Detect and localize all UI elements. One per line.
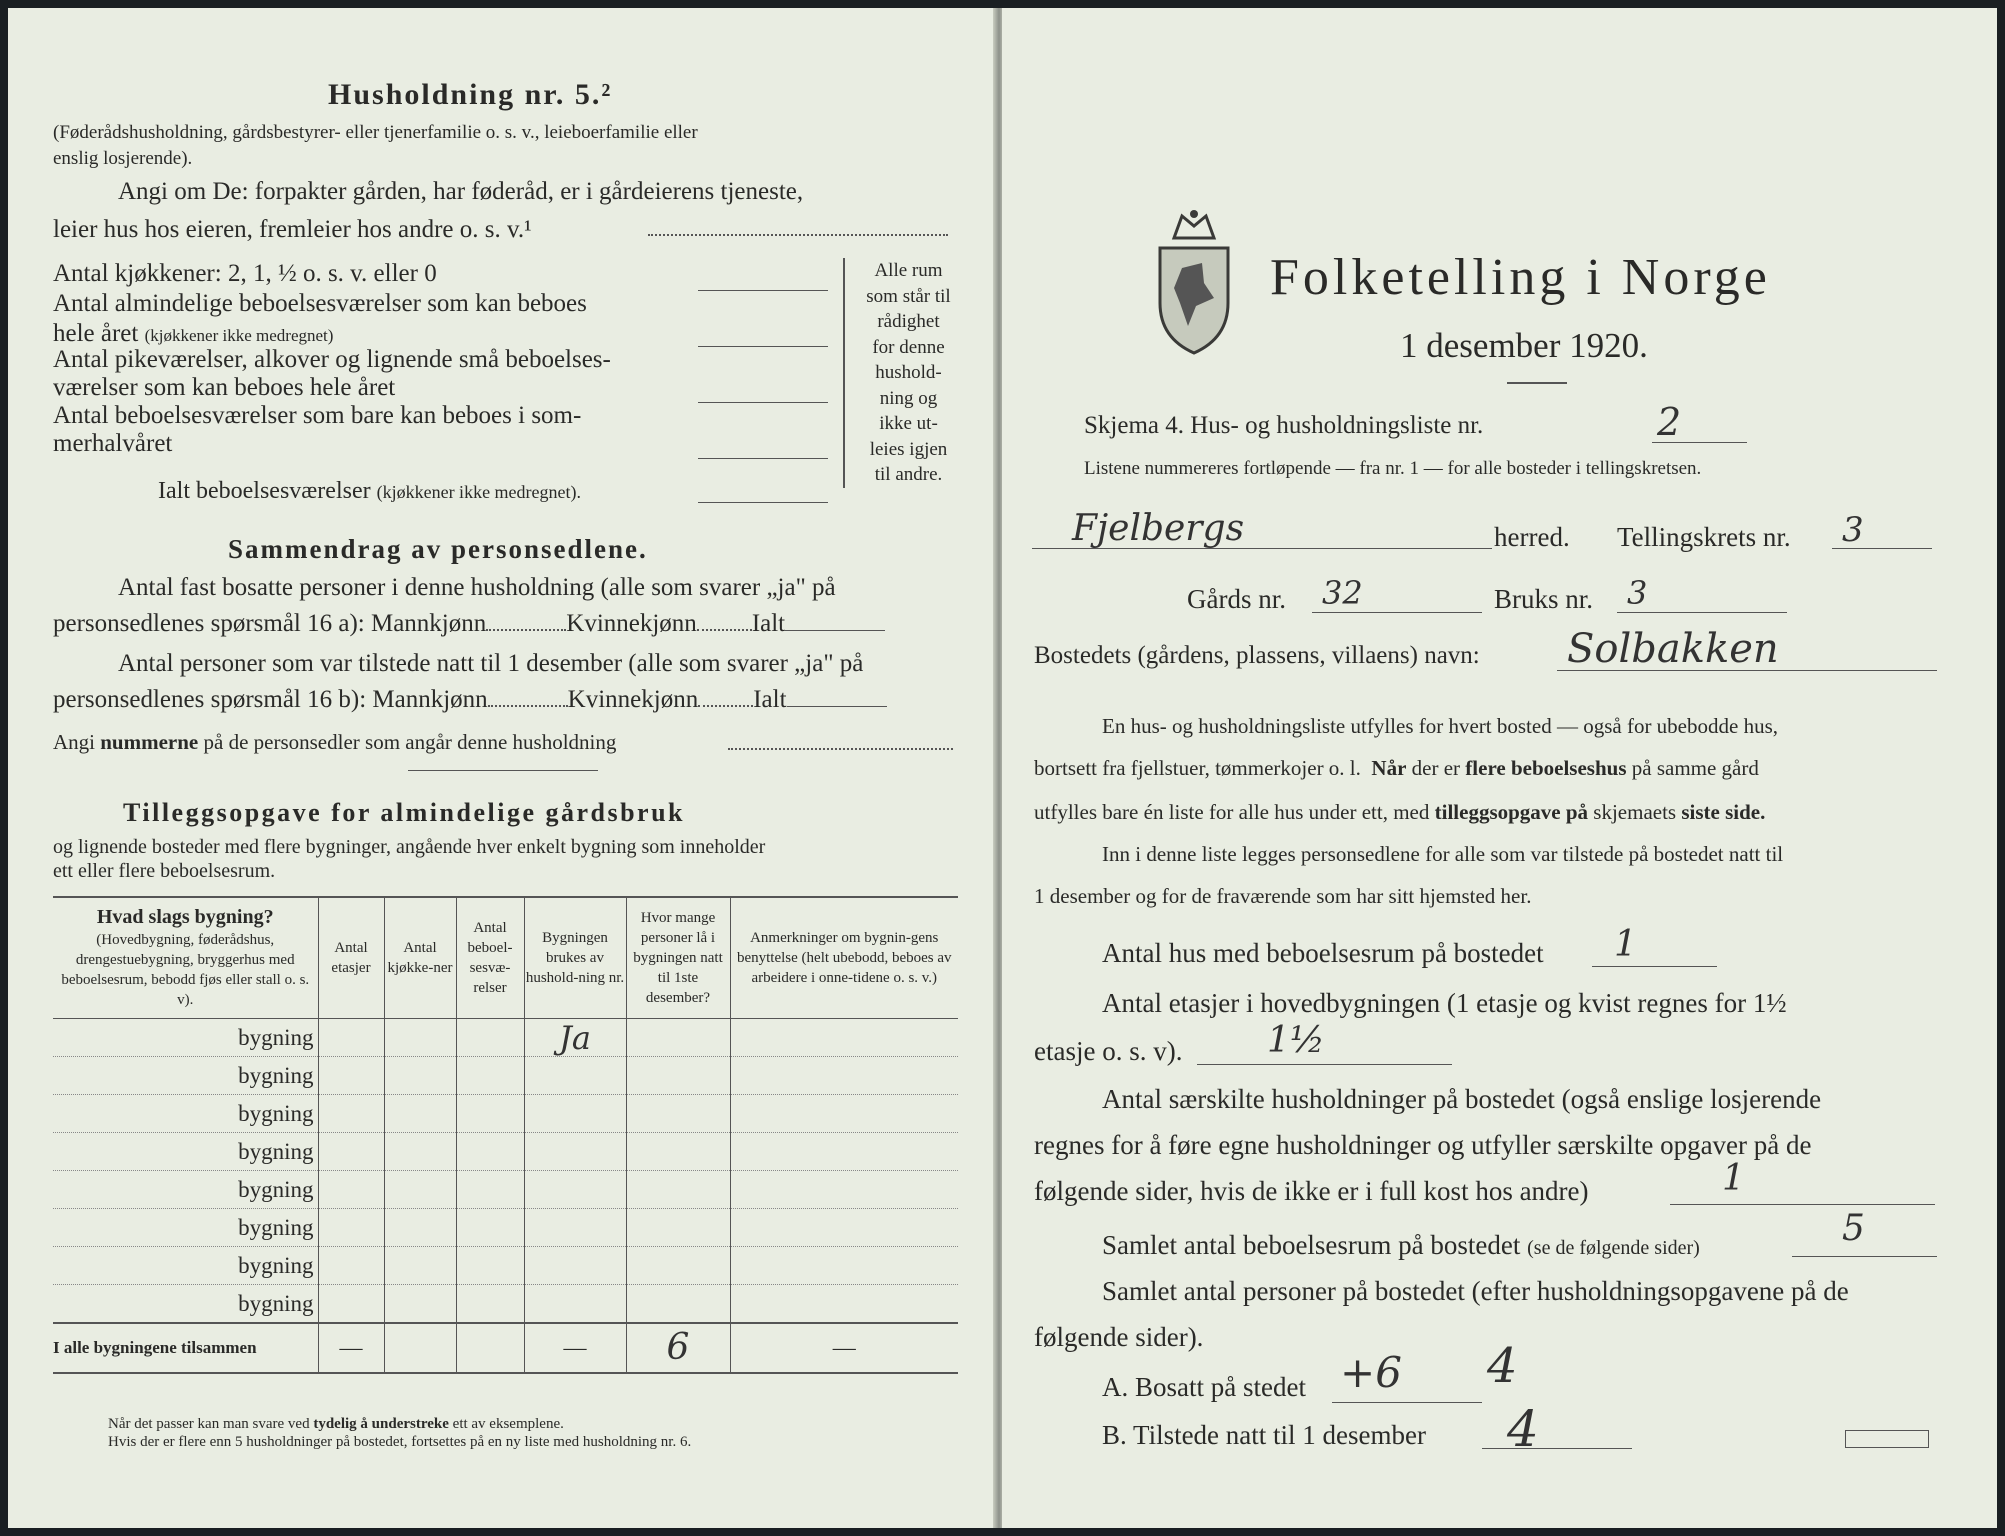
bruks-value: 3 — [1627, 574, 1648, 612]
qa-label: A. Bosatt på stedet — [1102, 1372, 1306, 1402]
q4-value: 5 — [1842, 1208, 1865, 1249]
alm-label-2: hele året (kjøkkener ikke medregnet) — [53, 320, 334, 347]
para1-line1: En hus- og husholdningsliste utfylles for hvert bosted — også for ubebodde hus, — [1102, 714, 1778, 738]
table-row: bygning — [53, 1171, 958, 1209]
q3-value: 1 — [1722, 1158, 1745, 1199]
table-row: bygning — [53, 1209, 958, 1247]
col-anmerkninger: Anmerkninger om bygnin-gens benyttelse (helt ubebodd, beboes av arbeidere i onne-tidene o. s. v.) — [730, 897, 958, 1019]
listene-note: Listene nummereres fortløpende — fra nr. 1 — for alle bosteder i tellingskretsen. — [1084, 458, 1702, 479]
census-date: 1 desember 1920. — [1400, 326, 1648, 365]
sammendrag-p1a: Antal fast bosatte personer i denne husholdning (alle som svarer „ja" på — [118, 574, 836, 601]
table-total-row: I alle bygningene tilsammen — — 6 — — [53, 1323, 958, 1373]
q4-label: Samlet antal beboelsesrum på bostedet (se de følgende sider) — [1102, 1230, 1700, 1260]
sammendrag-p2a: Antal personer som var tilstede natt til 1 desember (alle som svarer „ja" på — [118, 650, 864, 677]
tellingskrets-value: 3 — [1842, 510, 1864, 550]
bruks-label: Bruks nr. — [1494, 584, 1594, 614]
qa-value: +6 — [1340, 1348, 1402, 1397]
herred-label: herred. — [1494, 522, 1570, 552]
skjema-label: Skjema 4. Hus- og husholdningsliste nr. — [1084, 412, 1484, 439]
qb-value: 4 — [1507, 1400, 1539, 1458]
census-title: Folketelling i Norge — [1270, 249, 1771, 306]
building-table — [53, 896, 958, 1374]
angi-nummerne: Angi nummerne på de personsedler som angår denne husholdning — [53, 730, 617, 754]
sammendrag-title: Sammendrag av personsedlene. — [228, 534, 648, 564]
coat-of-arms-icon — [1152, 208, 1236, 358]
table-row: bygning — [53, 1247, 958, 1285]
herred-value: Fjelbergs — [1072, 508, 1245, 549]
table-row: bygning Ja — [53, 1019, 958, 1057]
para2-line1: Inn i denne liste legges personsedlene for alle som var tilstede på bostedet natt til — [1102, 842, 1784, 866]
q2-line1: Antal etasjer i hovedbygningen (1 etasje og kvist regnes for 1½ — [1102, 988, 1787, 1018]
household-intro-2: enslig losjerende). — [53, 148, 193, 169]
q2-line2: etasje o. s. v). — [1034, 1036, 1183, 1066]
pike-label-2: værelser som kan beboes hele året — [53, 374, 396, 401]
alm-label-1: Antal almindelige beboelsesværelser som kan beboes — [53, 290, 587, 317]
q3-line2: regnes for å føre egne husholdninger og utfyller særskilte opgaver på de — [1034, 1130, 1812, 1160]
bosted-value: Solbakken — [1567, 626, 1779, 672]
angi-line-2: leier hus hos eieren, fremleier hos andre o. s. v.¹ — [53, 216, 532, 243]
gards-label: Gårds nr. — [1187, 584, 1286, 614]
para2-line2: 1 desember og for de fraværende som har sitt hjemsted her. — [1034, 884, 1532, 908]
tellingskrets-label: Tellingskrets nr. — [1617, 522, 1791, 552]
para1-line3: utfylles bare én liste for alle hus under ett, med tilleggsopgave på skjemaets siste side. — [1034, 800, 1766, 824]
col-husholdning: Bygningen brukes av hushold-ning nr. — [524, 897, 626, 1019]
table-row: bygning — [53, 1133, 958, 1171]
q1-value: 1 — [1614, 924, 1637, 965]
table-row: bygning — [53, 1095, 958, 1133]
footnote-2: Hvis der er flere enn 5 husholdninger på bostedet, fortsettes på en ny liste med husholdning nr. 6. — [108, 1434, 692, 1450]
skjema-value: 2 — [1657, 400, 1682, 444]
col-beboelsesvaerelser: Antal beboel-sesvæ-relser — [456, 897, 524, 1019]
sammendrag-p2b: personsedlenes spørsmål 16 b): Mannkjønn Kvinnekjønn Ialt — [53, 686, 887, 714]
som-label-1: Antal beboelsesværelser som bare kan beboes i som- — [53, 402, 582, 429]
q2-value: 1½ — [1267, 1020, 1325, 1061]
col-personer: Hvor mange personer lå i bygningen natt til 1ste desember? — [626, 897, 730, 1019]
q1-label: Antal hus med beboelsesrum på bostedet — [1102, 938, 1544, 968]
q5-line1: Samlet antal personer på bostedet (efter husholdningsopgavene på de — [1102, 1276, 1849, 1306]
angi-line-1: Angi om De: forpakter gården, har føderåd, er i gårdeierens tjeneste, — [118, 178, 804, 205]
q3-line3: følgende sider, hvis de ikke er i full kost hos andre) — [1034, 1176, 1589, 1206]
pike-label-1: Antal pikeværelser, alkover og lignende små beboelses- — [53, 346, 611, 373]
col-etasjer: Antal etasjer — [318, 897, 384, 1019]
tillegg-title: Tilleggsopgave for almindelige gårdsbruk — [123, 798, 686, 827]
para1-line2: bortsett fra fjellstuer, tømmerkojer o. l. Når der er flere beboelseshus på samme gård — [1034, 756, 1759, 780]
gards-value: 32 — [1322, 574, 1363, 612]
bosted-label: Bostedets (gårdens, plassens, villaens) navn: — [1034, 642, 1480, 669]
right-page — [1002, 8, 1997, 1528]
tillegg-sub-2: ett eller flere beboelsesrum. — [53, 860, 276, 882]
col-kjokkener: Antal kjøkke-ner — [384, 897, 456, 1019]
printer-stamp — [1845, 1430, 1929, 1448]
som-label-2: merhalvåret — [53, 430, 173, 457]
household-intro-1: (Føderådshusholdning, gårdsbestyrer- eller tjenerfamilie o. s. v., leieboerfamilie eller — [53, 122, 698, 143]
qb-label: B. Tilstede natt til 1 desember — [1102, 1420, 1426, 1450]
side-note: Alle rum som står til rådighet for denne hushold- ning og ikke ut- leies igjen til andre. — [843, 258, 966, 488]
ialt-label: Ialt beboelsesværelser (kjøkkener ikke medregnet). — [158, 478, 582, 504]
kjokkener-label: Antal kjøkkener: 2, 1, ½ o. s. v. eller 0 — [53, 260, 437, 287]
left-page — [8, 8, 998, 1528]
sammendrag-p1b: personsedlenes spørsmål 16 a): Mannkjønn Kvinnekjønn Ialt — [53, 610, 885, 638]
qa-value-2: 4 — [1487, 1338, 1518, 1394]
footnote-1: Når det passer kan man svare ved tydelig å understreke ett av eksemplene. — [108, 1416, 564, 1432]
row1-household-value: Ja — [524, 1019, 626, 1057]
table-row: bygning — [53, 1285, 958, 1324]
tillegg-sub-1: og lignende bosteder med flere bygninger, angående hver enkelt bygning som inneholder — [53, 836, 766, 858]
table-row: bygning — [53, 1057, 958, 1095]
q5-line2: følgende sider). — [1034, 1322, 1204, 1352]
household-title: Husholdning nr. 5.² — [328, 78, 613, 111]
q3-line1: Antal særskilte husholdninger på bostedet (også enslige losjerende — [1102, 1084, 1822, 1114]
total-persons-value: 6 — [626, 1323, 730, 1373]
col-building-type: Hvad slags bygning? (Hovedbygning, føderådshus, drengestuebygning, bryggerhus med beboelsesrum, bebodd fjøs eller stall o. s. v). — [53, 897, 318, 1019]
